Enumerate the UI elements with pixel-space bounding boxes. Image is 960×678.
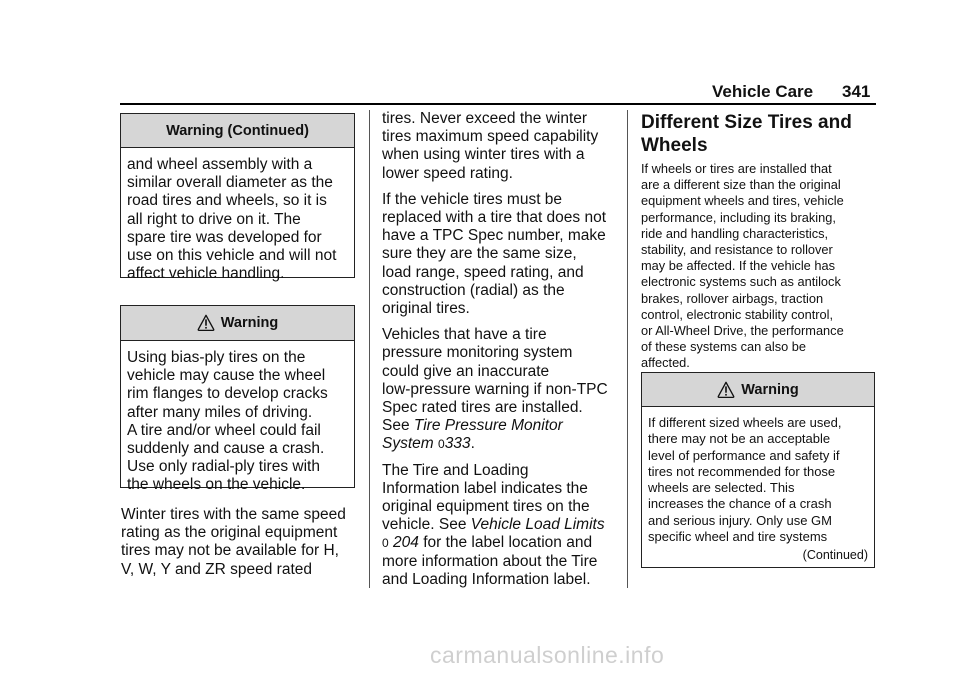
text-line: load range, speed rating, and: [382, 263, 584, 281]
paragraph-speed-capability: [382, 110, 622, 183]
text-line: Using bias-ply tires on the: [127, 349, 306, 366]
text-line: and wheel assembly with a: [127, 156, 313, 173]
text-line: [382, 534, 622, 552]
column-2-text: [382, 110, 622, 597]
text-line: sure they are the same size,: [382, 245, 577, 263]
text-line: suddenly and cause a crash.: [127, 440, 325, 458]
warning-bias-ply-body: [121, 341, 354, 501]
paragraph-winter-tires: [121, 506, 361, 579]
text-line: brakes, rollover airbags, traction: [641, 290, 824, 306]
text-line: construction (radial) as the: [382, 281, 565, 299]
text-line: use on this vehicle and will not: [127, 247, 337, 265]
text-line: If wheels or tires are installed that: [641, 161, 832, 176]
text-line: rating as the original equipment: [121, 524, 338, 542]
warning-different-size-box: [641, 372, 875, 568]
text-line: performance, including its braking,: [641, 209, 836, 225]
text-line: [382, 435, 622, 453]
text-line: specific wheel and tire systems: [648, 529, 828, 545]
text-line: and serious injury. Only use GM: [648, 512, 832, 528]
text-line: Spec rated tires are installed.: [382, 399, 583, 417]
text-line: there may not be an acceptable: [648, 431, 831, 447]
text-line: replaced with a tire that does not: [382, 209, 607, 227]
text-line: Information label indicates the: [382, 479, 588, 497]
text-line: have a TPC Spec number, make: [382, 227, 606, 245]
watermark: carmanualsonline.info: [430, 642, 665, 668]
reference-link-load-limits[interactable]: Vehicle Load Limits: [470, 516, 605, 534]
text-line: may be affected. If the vehicle has: [641, 258, 835, 274]
column-divider-1: [369, 110, 370, 588]
text-line: Use only radial-ply tires with: [127, 458, 320, 476]
text-line: The Tire and Loading: [382, 461, 529, 479]
paragraph-different-size: [641, 161, 881, 372]
text-line: increases the chance of a crash: [648, 496, 832, 512]
heading-line: Different Size Tires and: [641, 112, 852, 133]
text-line: original equipment tires on the: [382, 498, 590, 516]
text-line: when using winter tires with a: [382, 146, 585, 164]
warning-title: Warning: [220, 315, 279, 331]
see-text: See: [382, 417, 410, 435]
section-title: Vehicle Care: [712, 82, 814, 101]
text-line: tires not recommended for those: [648, 463, 836, 479]
text-line: tires. Never exceed the winter: [382, 110, 588, 127]
paragraph-tpms: [382, 326, 622, 453]
text-line: wheels are selected. This: [648, 480, 795, 496]
text-line: control, electronic stability control,: [641, 306, 834, 322]
paragraph-loading-label: [382, 462, 622, 589]
text-line: low-pressure warning if non-TPC: [382, 380, 608, 398]
page-ref-icon: 0: [438, 437, 445, 452]
page-ref-icon: 0: [382, 536, 389, 551]
period: .: [470, 435, 475, 453]
text-line: stability, and resistance to rollover: [641, 242, 833, 258]
text-line: affect vehicle handling.: [127, 265, 285, 283]
text-line: and Loading Information label.: [382, 570, 591, 588]
text-line: If the vehicle tires must be: [382, 190, 563, 208]
text-line: affected.: [641, 355, 690, 371]
page-ref-number[interactable]: 333: [444, 435, 471, 453]
text-line: all right to drive on it. The: [127, 210, 301, 228]
text-line: electronic systems such as antilock: [641, 274, 841, 290]
section-heading: [641, 111, 881, 157]
text-line: ride and handling characteristics,: [641, 225, 829, 241]
text-line: rim flanges to develop cracks: [127, 385, 328, 403]
text-line: are a different size than the original: [641, 177, 841, 193]
paragraph-tpc-spec: [382, 191, 622, 318]
text-line: [382, 417, 622, 435]
warning-different-size-header: [642, 373, 874, 407]
text-line: similar overall diameter as the: [127, 174, 333, 192]
text-line: tires maximum speed capability: [382, 128, 599, 146]
heading-line: Wheels: [641, 135, 708, 156]
warning-title: Warning: [741, 381, 799, 398]
column-divider-2: [627, 110, 628, 588]
text-line: [382, 516, 622, 534]
page-header: [0, 0, 960, 110]
text-line: equipment wheels and tires, vehicle: [641, 193, 844, 209]
text-line: of these systems can also be: [641, 339, 807, 355]
continued-label: (Continued): [802, 548, 868, 563]
text-line: vehicle may cause the wheel: [127, 367, 326, 385]
warning-bias-ply-box: [120, 305, 355, 494]
warning-continued-body: [121, 148, 354, 289]
warning-continued-box: [120, 113, 355, 283]
text-line: If different sized wheels are used,: [648, 415, 842, 430]
text-line: Winter tires with the same speed: [121, 506, 346, 523]
warning-bias-ply-header: [121, 306, 354, 341]
reference-link-tpms[interactable]: Tire Pressure Monitor: [413, 417, 563, 435]
page-number: 341: [842, 82, 871, 101]
text-line: after many miles of driving.: [127, 403, 313, 421]
text-line: A tire and/or wheel could fail: [127, 421, 321, 439]
text-line: could give an inaccurate: [382, 362, 550, 380]
header-rule: [120, 103, 876, 105]
text-line: tires may not be available for H,: [121, 542, 339, 560]
warning-continued-title: Warning (Continued): [121, 114, 354, 148]
warning-different-size-body: [642, 407, 874, 570]
page-ref-number[interactable]: 204: [393, 534, 419, 552]
warning-triangle-icon: [717, 381, 735, 399]
text-line: lower speed rating.: [382, 164, 513, 182]
see-text: vehicle. See: [382, 516, 467, 534]
text-line: Vehicles that have a tire: [382, 326, 547, 344]
text-line: V, W, Y and ZR speed rated: [121, 560, 313, 578]
text-line: pressure monitoring system: [382, 344, 573, 362]
text-line: the wheels on the vehicle.: [127, 476, 306, 494]
text-line: or All-Wheel Drive, the performance: [641, 323, 844, 339]
text-line: original tires.: [382, 300, 470, 318]
text-line: spare tire was developed for: [127, 228, 322, 246]
text-line: level of performance and safety if: [648, 447, 840, 463]
warning-triangle-icon: [197, 314, 215, 332]
text-fragment: for the label location and: [423, 534, 593, 552]
text-line: more information about the Tire: [382, 552, 598, 570]
reference-link-tpms-cont[interactable]: System: [382, 435, 434, 453]
text-line: road tires and wheels, so it is: [127, 192, 327, 210]
